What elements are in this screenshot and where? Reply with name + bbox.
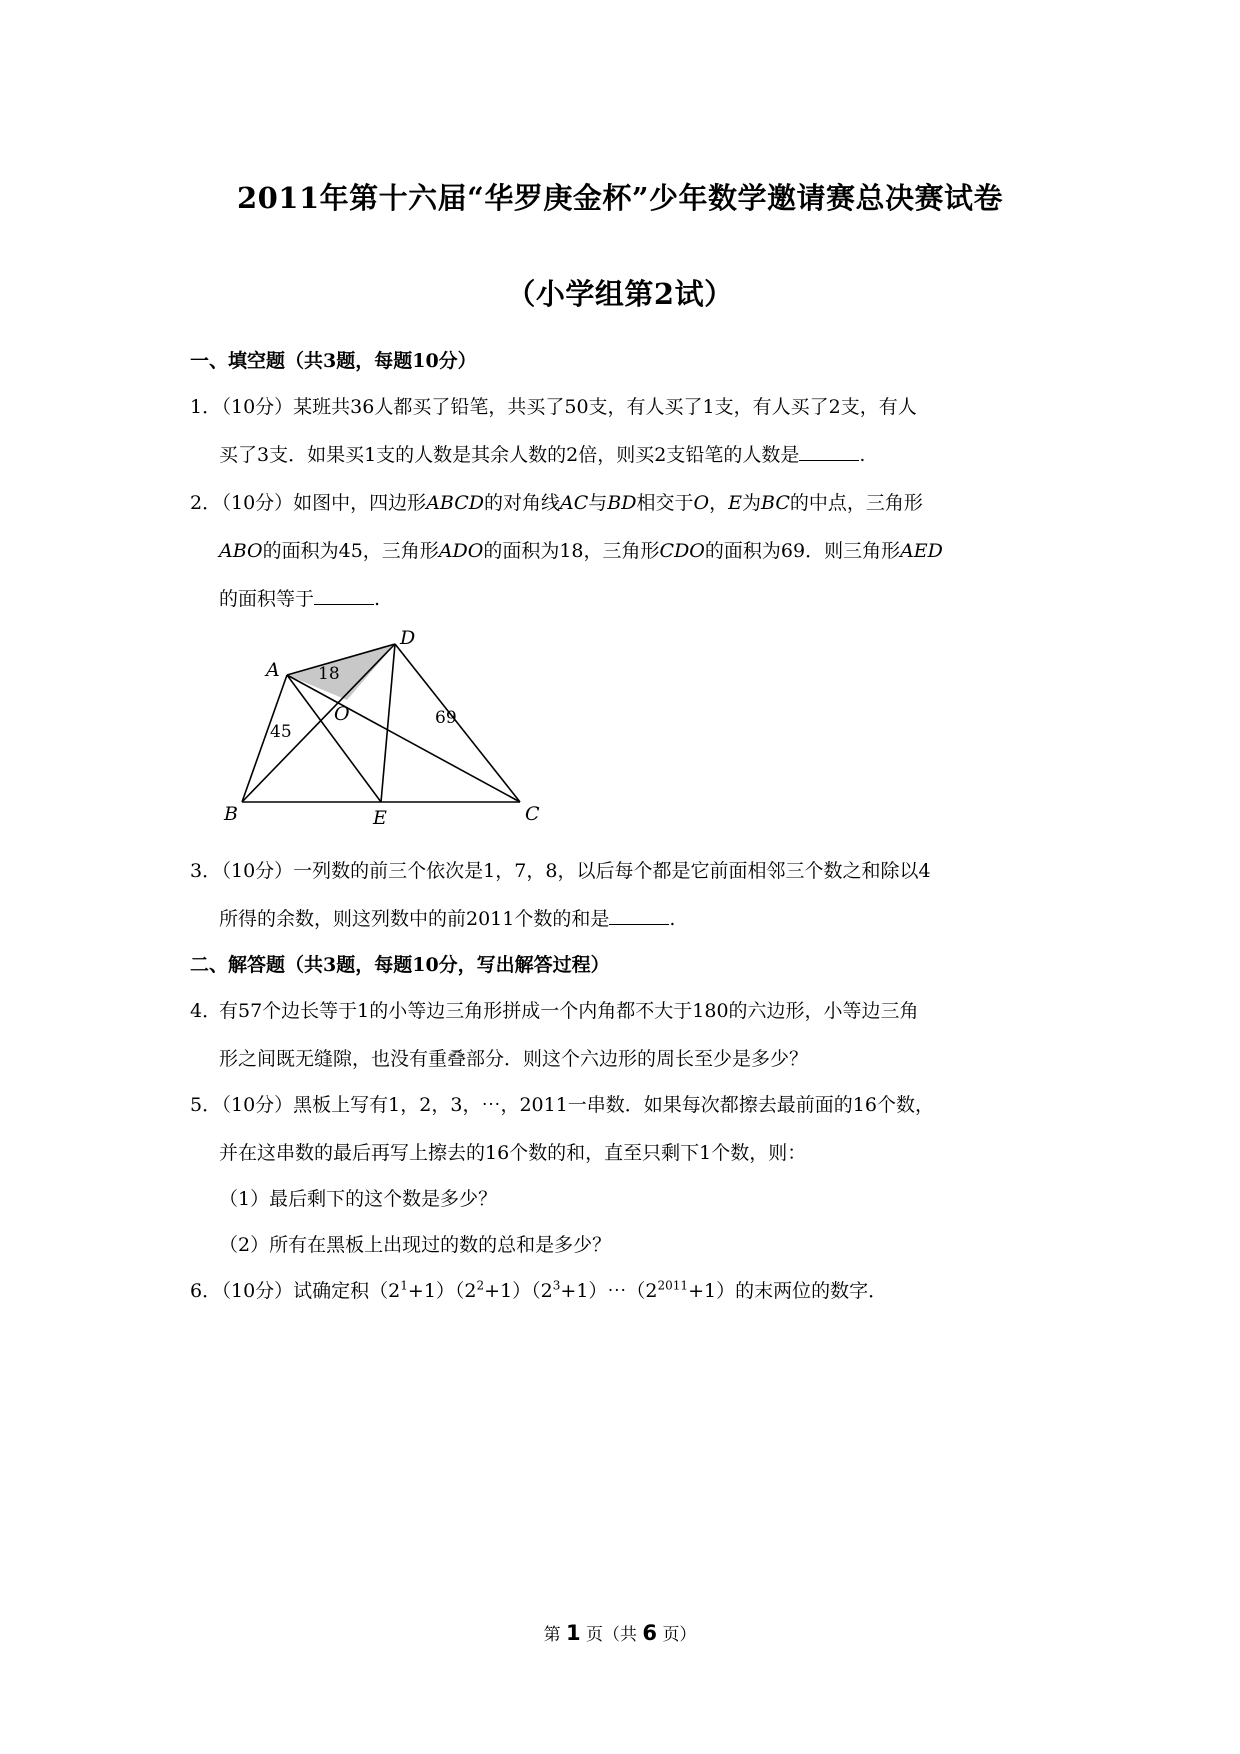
- question-number: 2．: [190, 492, 222, 514]
- vertex-label-c: C: [525, 803, 540, 825]
- diagonal-ac: [287, 675, 520, 802]
- question-5-line-1: （10分）黑板上写有1，2，3，⋯，2011一串数．如果每次都擦去最前面的16个数，: [212, 1094, 934, 1116]
- question-3-line-2: 所得的余数，则这列数中的前2011个数的和是 .: [219, 908, 676, 930]
- section-heading-answer: 二、解答题（共3题，每题10分，写出解答过程）: [190, 954, 610, 976]
- question-number: 6．: [190, 1280, 222, 1302]
- answer-blank[interactable]: [609, 906, 669, 925]
- area-label-abo: 45: [270, 722, 292, 742]
- question-6-line-1: （10分）试确定积$(2^1+1)(2^2+1)(2^3+1)\cdots(2^{2011}+1)$的末两位的数字．: [212, 1278, 888, 1302]
- page-footer: 第 1 页（共 6 页）: [543, 1621, 697, 1645]
- vertex-label-b: B: [224, 803, 238, 825]
- point-label-o: O: [334, 703, 350, 725]
- page-total: 6: [642, 1621, 658, 1645]
- answer-blank[interactable]: [799, 442, 859, 461]
- quadrilateral-figure: [210, 620, 560, 830]
- vertex-label-d: D: [400, 627, 416, 649]
- question-5-line-2: 并在这串数的最后再写上擦去的16个数的和，直至只剩下1个数，则：: [219, 1142, 807, 1164]
- question-2-line-3: 的面积等于 .: [219, 588, 381, 610]
- question-2-line-1: （10分）如图中，四边形ABCD的对角线AC与BD相交于O，E为BC的中点，三角形: [212, 492, 923, 514]
- page-subtitle: （小学组第2试）: [506, 277, 734, 311]
- vertex-label-a: A: [266, 659, 280, 681]
- vertex-label-e: E: [373, 807, 387, 829]
- question-3-line-1: （10分）一列数的前三个依次是1，7，8，以后每个都是它前面相邻三个数之和除以4: [212, 860, 931, 882]
- shaded-triangle-ado: [287, 644, 395, 700]
- area-label-cdo: 69: [435, 708, 457, 728]
- question-number: 1．: [190, 396, 222, 418]
- question-1-line-2: 买了3支．如果买1支的人数是其余人数的2倍，则买2支铅笔的人数是 .: [219, 444, 866, 466]
- question-number: 3．: [190, 860, 222, 882]
- question-number: 5．: [190, 1094, 222, 1116]
- question-5-subquestion-1: （1）最后剩下的这个数是多少？: [219, 1188, 498, 1210]
- question-1-line-1: （10分）某班共36人都买了铅笔，共买了50支，有人买了1支，有人买了2支，有人: [212, 396, 917, 418]
- question-5-subquestion-2: （2）所有在黑板上出现过的数的总和是多少？: [219, 1234, 612, 1256]
- question-4-line-2: 形之间既无缝隙，也没有重叠部分．则这个六边形的周长至少是多少？: [219, 1048, 809, 1070]
- question-number: 4．: [190, 1000, 222, 1022]
- section-heading-fill-in: 一、填空题（共3题，每题10分）: [190, 350, 477, 372]
- page-title: 2011年第十六届“华罗庚金杯”少年数学邀请赛总决赛试卷: [236, 181, 1004, 215]
- segment-de: [381, 644, 395, 802]
- question-4-line-1: 有57个边长等于1的小等边三角形拼成一个内角都不大于180的六边形，小等边三角: [219, 1000, 919, 1022]
- page-number: 1: [565, 1621, 581, 1645]
- question-2-line-2: ABO的面积为45，三角形ADO的面积为18，三角形CDO的面积为69．则三角形AED: [219, 540, 943, 562]
- answer-blank[interactable]: [314, 586, 374, 605]
- area-label-ado: 18: [318, 664, 340, 684]
- side-cd: [395, 644, 520, 802]
